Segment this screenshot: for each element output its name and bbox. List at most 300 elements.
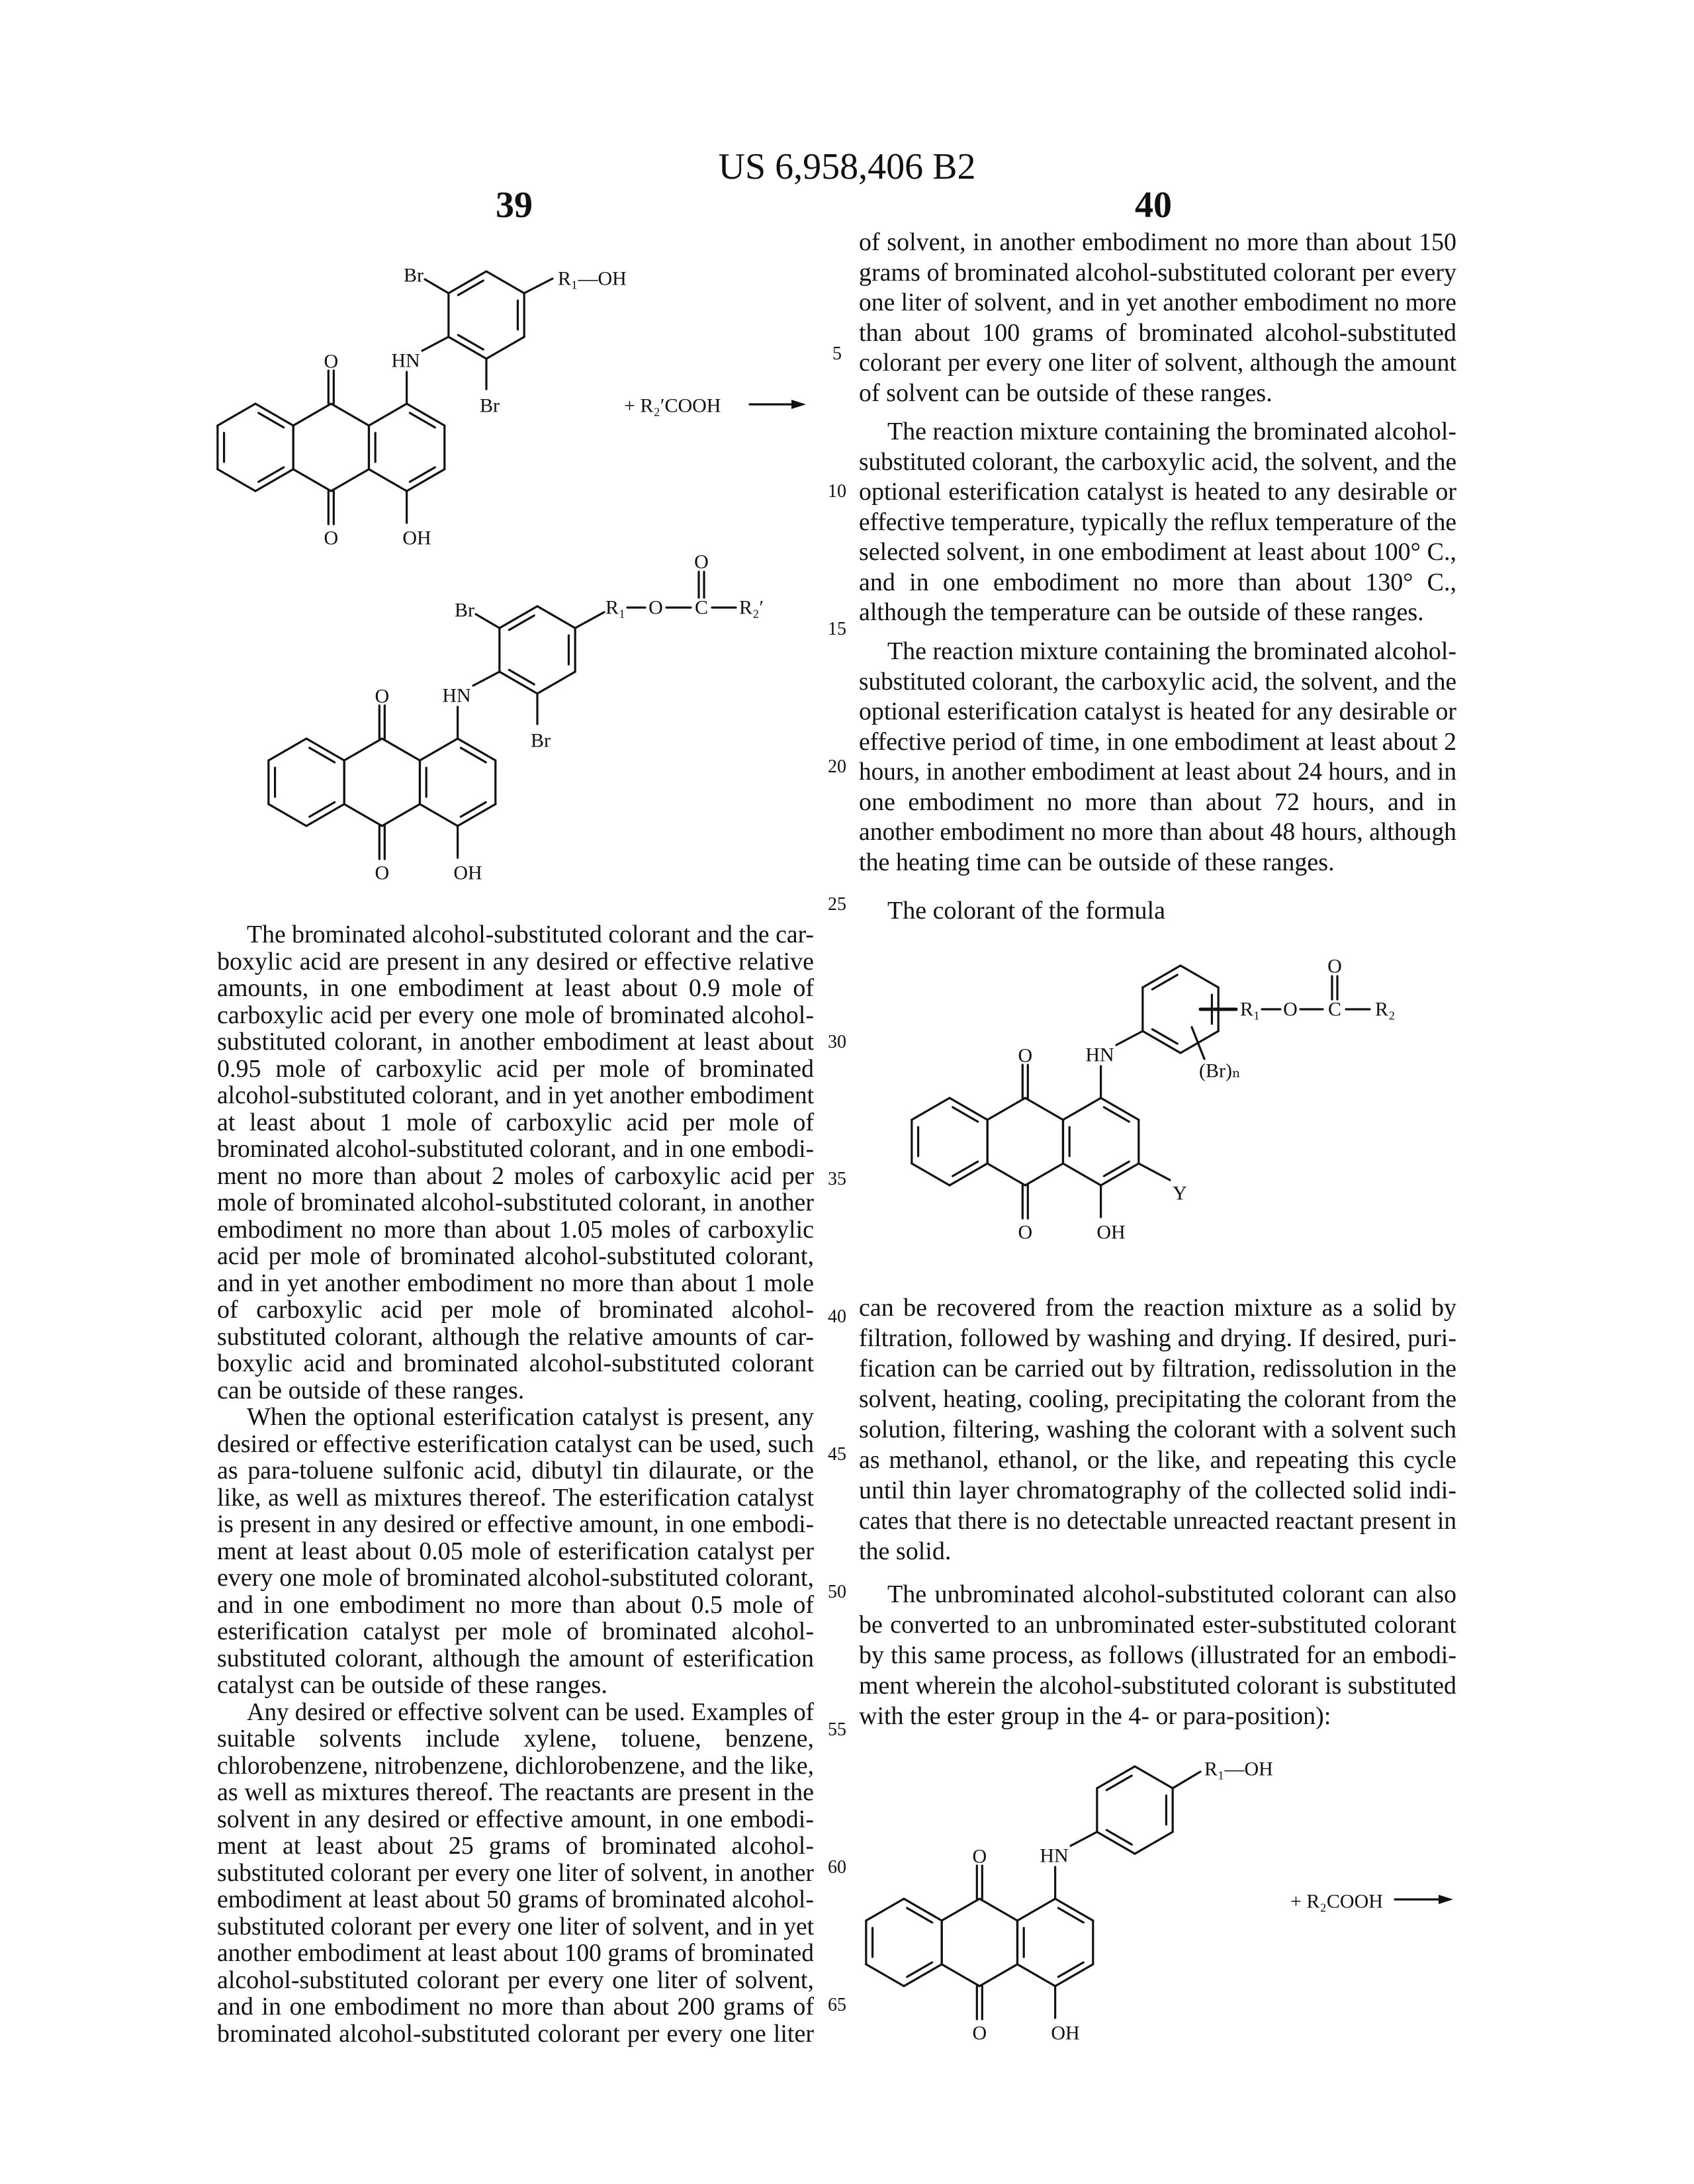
- ring-bond: [1063, 1163, 1100, 1185]
- text-line-content: another embodiment at least about 100 grams of brominated: [217, 1940, 814, 1967]
- text-line: [859, 1445, 1456, 1475]
- ring-bond: [449, 271, 486, 293]
- text-line-content: and in one embodiment no more than about 130° C.,: [859, 568, 1456, 598]
- ring-bond: [942, 1899, 979, 1921]
- bond: [524, 279, 553, 293]
- text-line-content: chlorobenzene, nitrobenzene, dichlorobenzene, and the like,: [217, 1752, 814, 1780]
- atom-label: OH: [1051, 2023, 1079, 2044]
- ring-bond: [218, 469, 255, 491]
- ring-bond: [1055, 1964, 1093, 1986]
- text-line: [217, 1672, 814, 1699]
- text-line: [859, 1414, 1456, 1445]
- text-line: [859, 1670, 1456, 1701]
- ring-bond: [420, 804, 457, 826]
- text-line-content: esterification catalyst per mole of brominated alcohol-: [217, 1618, 814, 1645]
- double-bond-inner: [953, 1107, 978, 1122]
- ring-bond: [1135, 1832, 1173, 1854]
- text-line: [859, 637, 1456, 667]
- text-line: [859, 288, 1456, 318]
- text-line: [217, 1377, 814, 1404]
- text-line: [217, 1779, 814, 1806]
- text-line: [217, 1699, 814, 1726]
- text-line: [217, 1913, 814, 1940]
- double-bond-inner: [458, 281, 483, 295]
- atom-label: C: [1328, 999, 1341, 1021]
- ring-bond: [369, 404, 406, 426]
- atom-label: C: [695, 597, 708, 619]
- atom-label: R₁: [605, 597, 625, 619]
- ring-bond: [255, 404, 293, 426]
- text-line: [859, 1506, 1456, 1536]
- text-line-content: can be recovered from the reaction mixture as a solid by: [859, 1293, 1456, 1323]
- atom-label: O: [1327, 956, 1342, 978]
- text-line: [217, 1297, 814, 1324]
- double-bond-inner: [259, 413, 284, 428]
- arrow-head-icon: [791, 400, 806, 409]
- text-line: [217, 1538, 814, 1565]
- bond: [422, 337, 449, 351]
- text-line: [217, 1056, 814, 1083]
- text-line-content: as well as mixtures thereof. The reactants are present in the: [217, 1779, 814, 1806]
- atom-label: O: [648, 597, 663, 619]
- ring-bond: [458, 804, 496, 826]
- ring-bond: [306, 739, 344, 760]
- line-number: 55: [817, 1720, 857, 1740]
- text-line-content: with the ester group in the 4- or para-position):: [859, 1701, 1331, 1731]
- atom-label: O: [694, 551, 709, 573]
- text-line-content: solution, filtering, washing the colorant with a solvent such: [859, 1414, 1456, 1445]
- text-line: [217, 1592, 814, 1619]
- text-line-content: and in one embodiment no more than about 200 grams of: [217, 1993, 814, 2021]
- double-bond-inner: [1106, 1830, 1132, 1844]
- ring-bond: [1097, 1832, 1135, 1854]
- text-line-content: The colorant of the formula: [887, 896, 1165, 927]
- atom-label: O: [375, 862, 389, 884]
- line-number: 15: [817, 619, 857, 639]
- text-line-content: as para-toluene sulfonic acid, dibutyl tin dilaurate, or the: [217, 1457, 814, 1484]
- text-line: [859, 318, 1456, 349]
- text-line: [859, 1640, 1456, 1670]
- atom-label: OH: [453, 862, 482, 884]
- text-line: [859, 348, 1456, 379]
- ring-bond: [486, 337, 524, 359]
- text-line-content: desired or effective esterification catalyst can be used, such: [217, 1431, 814, 1458]
- ring-bond: [269, 739, 306, 760]
- text-line-content: of solvent can be outside of these ranges.: [859, 379, 1272, 409]
- ring-bond: [407, 404, 445, 426]
- ring-bond: [269, 804, 306, 826]
- text-line: [859, 598, 1456, 628]
- text-line: [859, 1323, 1456, 1353]
- bond: [1173, 1772, 1200, 1788]
- paragraph: [217, 921, 814, 1404]
- ring-bond: [866, 1964, 904, 1986]
- bond: [575, 612, 604, 628]
- text-line: [859, 508, 1456, 538]
- text-line-content: The reaction mixture containing the brominated alcohol-: [887, 417, 1456, 447]
- text-line: [217, 1404, 814, 1431]
- ring-bond: [382, 804, 420, 826]
- text-line: [859, 727, 1456, 758]
- text-line-content: than about 100 grams of brominated alcohol-substituted: [859, 318, 1456, 349]
- line-number: 65: [817, 1995, 857, 2015]
- text-line-content: is present in any desired or effective amount, in one embodi-: [217, 1511, 814, 1538]
- ring-bond: [1025, 1163, 1063, 1185]
- text-line-content: ment no more than about 2 moles of carboxylic acid per: [217, 1163, 814, 1190]
- text-line: [859, 1293, 1456, 1323]
- line-number: 20: [817, 757, 857, 777]
- text-line: [859, 1579, 1456, 1610]
- ring-bond: [979, 1899, 1017, 1921]
- double-bond-inner: [1104, 1161, 1129, 1176]
- text-line: [859, 817, 1456, 848]
- ring-bond: [458, 739, 496, 760]
- double-bond-inner: [310, 748, 335, 762]
- ring-bond: [987, 1098, 1025, 1120]
- reagent-label: + R₂′COOH: [624, 395, 721, 417]
- text-line-content: hours, in another embodiment at least about 24 hours, and in: [859, 757, 1456, 788]
- text-line: [217, 1163, 814, 1190]
- double-bond-inner: [259, 467, 284, 482]
- bond: [476, 614, 500, 628]
- text-line-content: can be outside of these ranges.: [217, 1377, 524, 1404]
- text-line-content: effective temperature, typically the reflux temperature of the: [859, 508, 1456, 538]
- atom-label: HN: [1085, 1044, 1114, 1066]
- atom-label: Y: [1173, 1183, 1187, 1205]
- text-line-content: effective period of time, in one embodiment at least about 2: [859, 727, 1456, 758]
- text-line-content: and in one embodiment no more than about 0.5 mole of: [217, 1592, 814, 1619]
- double-bond-inner: [458, 335, 483, 349]
- ring-bond: [942, 1964, 979, 1986]
- line-number: 45: [817, 1445, 857, 1465]
- text-line-content: substituted colorant, although the relative amounts of car-: [217, 1324, 814, 1351]
- text-line-content: brominated alcohol-substituted colorant, and in one embodi-: [217, 1136, 814, 1163]
- text-line-content: substituted colorant, the carboxylic acid, the solvent, and the: [859, 447, 1456, 478]
- text-line-content: When the optional esterification catalyst is present, any: [247, 1404, 814, 1431]
- text-line: [217, 1886, 814, 1913]
- text-line-content: The brominated alcohol-substituted colorant and the car-: [247, 921, 814, 948]
- text-line-content: and in yet another embodiment no more than about 1 mole: [217, 1270, 814, 1297]
- paragraph: [859, 1293, 1456, 1567]
- text-line-content: colorant per every one liter of solvent, although the amount: [859, 348, 1456, 379]
- ring-bond: [912, 1098, 950, 1120]
- text-line-content: grams of brominated alcohol-substituted colorant per every: [859, 258, 1456, 289]
- ring-bond: [293, 469, 331, 491]
- double-bond-inner: [509, 670, 534, 684]
- text-line-content: ment wherein the alcohol-substituted colorant is substituted: [859, 1670, 1456, 1701]
- bond: [1139, 1163, 1170, 1180]
- text-line: [217, 1324, 814, 1351]
- ring-bond: [950, 1098, 987, 1120]
- ring-bond: [1143, 1031, 1181, 1053]
- text-line-content: selected solvent, in one embodiment at least about 100° C.,: [859, 537, 1456, 568]
- text-line: [217, 1752, 814, 1780]
- text-line: [859, 1353, 1456, 1384]
- text-line: [217, 1136, 814, 1163]
- text-line-content: 0.95 mole of carboxylic acid per mole of brominated: [217, 1056, 814, 1083]
- text-line-content: as methanol, ethanol, or the like, and repeating this cycle: [859, 1445, 1456, 1475]
- ring-bond: [1101, 1163, 1139, 1185]
- text-line-content: substituted colorant per every one liter of solvent, in another: [217, 1860, 814, 1887]
- text-line-content: ment at least about 0.05 mole of esterification catalyst per: [217, 1538, 814, 1565]
- text-line: [217, 1618, 814, 1645]
- ring-bond: [449, 337, 486, 359]
- bond: [473, 672, 500, 686]
- atom-label: O: [375, 686, 389, 707]
- paragraph: [859, 637, 1456, 878]
- text-line-content: alcohol-substituted colorant per every one liter of solvent,: [217, 1967, 814, 1994]
- ring-bond: [950, 1163, 987, 1185]
- ring-bond: [1025, 1098, 1063, 1120]
- ring-bond: [382, 739, 420, 760]
- text-line: [217, 1270, 814, 1297]
- text-line-content: of carboxylic acid per mole of brominated alcohol-: [217, 1297, 814, 1324]
- text-line-content: cates that there is no detectable unreacted reactant present in: [859, 1506, 1456, 1536]
- double-bond-inner: [461, 802, 486, 817]
- text-line: [859, 477, 1456, 508]
- text-line: [217, 948, 814, 976]
- text-line-content: ment at least about 25 grams of brominated alcohol-: [217, 1833, 814, 1860]
- atom-label: Br: [404, 265, 424, 287]
- line-number: 35: [817, 1169, 857, 1189]
- text-line-content: like, as well as mixtures thereof. The esterification catalyst: [217, 1484, 814, 1512]
- ring-bond: [1143, 966, 1181, 987]
- text-line-content: mole of brominated alcohol-substituted colorant, in another: [217, 1189, 814, 1216]
- line-number: 25: [817, 895, 857, 915]
- text-line: [859, 1610, 1456, 1640]
- text-line: [217, 1967, 814, 1994]
- atom-label: OH: [1096, 1222, 1125, 1244]
- text-line-content: fication can be carried out by filtration, redissolution in the: [859, 1353, 1456, 1384]
- ring-bond: [293, 404, 331, 426]
- paragraph: [217, 1404, 814, 1699]
- text-line-content: substituted colorant, in another embodiment at least about: [217, 1028, 814, 1056]
- ring-bond: [331, 469, 369, 491]
- double-bond-inner: [410, 413, 435, 428]
- text-line: [859, 568, 1456, 598]
- atom-label: OH: [402, 527, 431, 549]
- double-bond-inner: [907, 1908, 932, 1923]
- paragraph: [217, 1699, 814, 2048]
- text-line: [217, 1243, 814, 1270]
- ring-bond: [255, 469, 293, 491]
- ring-bond: [306, 804, 344, 826]
- text-line-content: solvent, heating, cooling, precipitating the colorant from the: [859, 1384, 1456, 1414]
- atom-label: O: [324, 351, 338, 373]
- atom-label: O: [972, 2023, 987, 2044]
- atom-label: HN: [1040, 1845, 1068, 1867]
- atom-label: HN: [442, 685, 470, 707]
- text-line-content: boxylic acid and brominated alcohol-substituted colorant: [217, 1350, 814, 1377]
- atom-label: O: [1018, 1222, 1032, 1244]
- double-bond-inner: [1152, 975, 1177, 989]
- text-line: [859, 447, 1456, 478]
- text-line: [859, 417, 1456, 447]
- line-number: 40: [817, 1307, 857, 1327]
- ring-bond: [1097, 1766, 1135, 1788]
- ring-bond: [904, 1899, 942, 1921]
- text-line-content: substituted colorant, the carboxylic acid, the solvent, and the: [859, 667, 1456, 698]
- paragraph: [859, 417, 1456, 628]
- ring-bond: [331, 404, 369, 426]
- text-line-content: until thin layer chromatography of the collected solid indi-: [859, 1475, 1456, 1506]
- text-line-content: acid per mole of brominated alcohol-substituted colorant,: [217, 1243, 814, 1270]
- line-number: 30: [817, 1032, 857, 1052]
- text-line-content: catalyst can be outside of these ranges.: [217, 1672, 607, 1699]
- substituent-label: R₁—OH: [558, 268, 627, 290]
- atom-label: (Br)ₙ: [1199, 1060, 1241, 1082]
- patent-number: US 6,958,406 B2: [0, 147, 1694, 187]
- column-number-left: 39: [474, 185, 554, 225]
- text-line-content: another embodiment no more than about 48 hours, although: [859, 817, 1456, 848]
- text-line-content: optional esterification catalyst is heated to any desirable or: [859, 477, 1456, 508]
- bond: [425, 279, 449, 293]
- reagent-label: + R₂COOH: [1290, 1891, 1383, 1913]
- arrow-head-icon: [1439, 1895, 1453, 1904]
- text-line: [859, 258, 1456, 289]
- text-line: [217, 975, 814, 1002]
- ring-bond: [500, 672, 537, 694]
- ring-bond: [987, 1163, 1025, 1185]
- ring-bond: [1017, 1964, 1055, 1986]
- text-line: [217, 1457, 814, 1484]
- atom-label: O: [972, 1846, 987, 1868]
- ring-bond: [486, 271, 524, 293]
- text-line: [859, 697, 1456, 727]
- text-line: [859, 537, 1456, 568]
- text-line-content: although the temperature can be outside of these ranges.: [859, 598, 1424, 628]
- text-line: [859, 1475, 1456, 1506]
- line-number: 60: [817, 1858, 857, 1878]
- ring-bond: [500, 606, 537, 628]
- text-line: [217, 1860, 814, 1887]
- line-number: 50: [817, 1582, 857, 1602]
- ring-bond: [218, 404, 255, 426]
- double-bond-inner: [907, 1962, 932, 1977]
- text-line-content: every one mole of brominated alcohol-substituted colorant,: [217, 1565, 814, 1592]
- text-line-content: the heating time can be outside of these ranges.: [859, 848, 1335, 878]
- text-line-content: brominated alcohol-substituted colorant per every one liter: [217, 2021, 814, 2048]
- text-line: [217, 1350, 814, 1377]
- ring-bond: [369, 469, 406, 491]
- atom-label: Br: [455, 600, 474, 621]
- ring-bond: [1017, 1899, 1055, 1921]
- ring-bond: [537, 672, 575, 694]
- text-line-content: suitable solvents include xylene, toluene, benzene,: [217, 1725, 814, 1752]
- text-line-content: of solvent, in another embodiment no more than about 150: [859, 228, 1456, 258]
- text-line: [217, 1082, 814, 1109]
- text-line: [859, 667, 1456, 698]
- paragraph: [859, 228, 1456, 408]
- atom-label: Br: [480, 395, 500, 417]
- text-line: [217, 1725, 814, 1752]
- ring-bond: [866, 1899, 904, 1921]
- double-bond-inner: [1058, 1908, 1083, 1923]
- text-line: [217, 1216, 814, 1244]
- bond: [1071, 1832, 1097, 1846]
- text-line-content: carboxylic acid per every one mole of brominated alcohol-: [217, 1002, 814, 1029]
- paragraph: [859, 896, 1456, 927]
- atom-label: O: [324, 527, 338, 549]
- text-line: [217, 1189, 814, 1216]
- double-bond-inner: [1058, 1962, 1083, 1977]
- paragraph: [859, 1579, 1456, 1731]
- text-line: [217, 1806, 814, 1833]
- text-line: [859, 1384, 1456, 1414]
- ring-bond: [1063, 1098, 1100, 1120]
- text-line: [217, 1028, 814, 1056]
- ring-bond: [420, 739, 457, 760]
- text-line: [859, 896, 1456, 927]
- atom-label: O: [1018, 1045, 1032, 1067]
- text-line: [859, 228, 1456, 258]
- double-bond-inner: [310, 802, 335, 817]
- text-line-content: The reaction mixture containing the brominated alcohol-: [887, 637, 1456, 667]
- text-line-content: embodiment no more than about 1.05 moles of carboxylic: [217, 1216, 814, 1244]
- ring-bond: [407, 469, 445, 491]
- text-line: [217, 2021, 814, 2048]
- double-bond-inner: [461, 748, 486, 762]
- text-line-content: boxylic acid are present in any desired or effective relative: [217, 948, 814, 976]
- double-bond-inner: [1152, 1029, 1177, 1044]
- text-line: [859, 1701, 1456, 1731]
- text-line: [217, 1565, 814, 1592]
- text-line-content: optional esterification catalyst is heated for any desirable or: [859, 697, 1456, 727]
- text-line: [217, 1645, 814, 1672]
- atom-label: O: [1283, 999, 1298, 1021]
- text-line-content: filtration, followed by washing and drying. If desired, puri-: [859, 1323, 1456, 1353]
- text-line-content: one embodiment no more than about 72 hours, and in: [859, 788, 1456, 818]
- text-line: [859, 848, 1456, 878]
- text-line-content: amounts, in one embodiment at least about 0.9 mole of: [217, 975, 814, 1002]
- text-line: [859, 1536, 1456, 1567]
- double-bond-inner: [509, 615, 534, 630]
- text-line-content: be converted to an unbrominated ester-substituted colorant: [859, 1610, 1456, 1640]
- atom-label: R₁: [1240, 999, 1260, 1021]
- text-line-content: solvent in any desired or effective amount, in one embodi-: [217, 1806, 814, 1833]
- text-line-content: The unbrominated alcohol-substituted colorant can also: [887, 1579, 1456, 1610]
- text-line-content: Any desired or effective solvent can be used. Examples of: [247, 1699, 814, 1726]
- text-line: [217, 1833, 814, 1860]
- text-line: [217, 921, 814, 948]
- line-number: 5: [817, 344, 857, 364]
- text-line: [217, 1109, 814, 1136]
- double-bond-inner: [1104, 1107, 1129, 1122]
- text-line: [217, 1484, 814, 1512]
- text-line-content: substituted colorant, although the amount of esterification: [217, 1645, 814, 1672]
- atom-label: Br: [531, 730, 551, 752]
- ring-bond: [1135, 1766, 1173, 1788]
- atom-label: HN: [391, 350, 420, 372]
- variable-bond: [1192, 1027, 1204, 1059]
- text-line: [859, 757, 1456, 788]
- ring-bond: [1181, 966, 1218, 987]
- ring-bond: [344, 804, 382, 826]
- text-line-content: by this same process, as follows (illustrated for an embodi-: [859, 1640, 1456, 1670]
- text-line: [217, 1511, 814, 1538]
- ring-bond: [344, 739, 382, 760]
- text-line-content: alcohol-substituted colorant, and in yet another embodiment: [217, 1082, 814, 1109]
- double-bond-inner: [1106, 1776, 1132, 1790]
- atom-label: R₂′: [739, 597, 764, 619]
- atom-label: R₂: [1375, 999, 1395, 1021]
- ring-bond: [1101, 1098, 1139, 1120]
- substituent-label: R₁—OH: [1204, 1758, 1273, 1780]
- text-line: [217, 1993, 814, 2021]
- ring-bond: [1055, 1899, 1093, 1921]
- ring-bond: [1181, 1031, 1218, 1053]
- ring-bond: [979, 1964, 1017, 1986]
